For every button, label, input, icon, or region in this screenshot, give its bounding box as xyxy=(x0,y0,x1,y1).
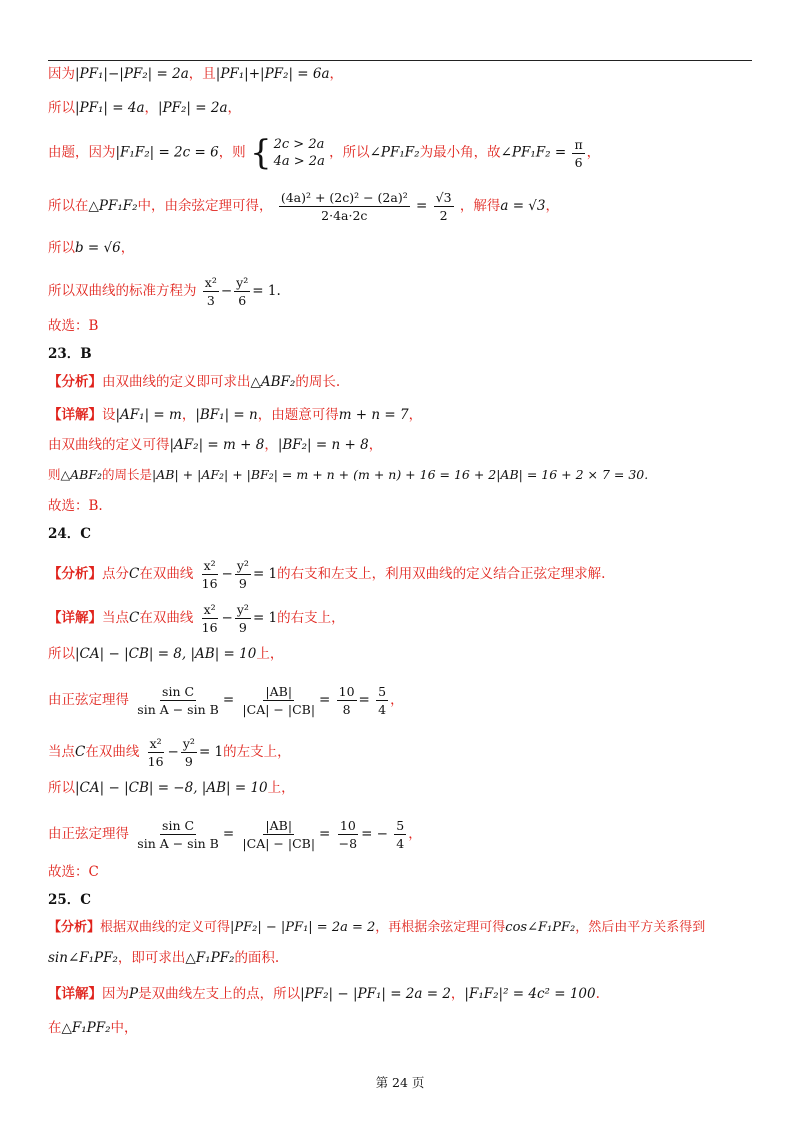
header-rule xyxy=(48,60,752,61)
fraction: $\frac{10}{8}$ xyxy=(338,684,355,717)
text-line: 所以|CA| − |CB| = 8, |AB| = 10上， xyxy=(48,646,284,662)
fraction: $\frac{\text{sin C}}{\text{sin A − sin B}}$ xyxy=(137,684,219,717)
fraction: $\frac{5}{4}$ xyxy=(378,684,387,717)
fraction: $\frac{\text{y²}}{6}$ xyxy=(236,275,249,308)
text-line: 在△F₁PF₂中， xyxy=(48,1020,138,1036)
text-line: 故选：B xyxy=(48,318,99,334)
text-line: 当点C在双曲线 $\frac{\text{x²}}{16}$ − $\frac{\text{y²}}{9}$ = 1的左支上， xyxy=(48,736,291,769)
text-line: 所以在△PF₁F₂中，由余弦定理可得， $\frac{\text{(4a)² + (2c)² − (2a)²}}{2\cdot 4a\cdot 2c}$ = $\frac{√3}{2}$ ，解得a = √3， xyxy=(48,190,559,223)
fraction: $\frac{|AB|}{|CA| - |CB|}$ xyxy=(242,684,316,717)
text-line: 【分析】根据双曲线的定义可得|PF₂| − |PF₁| = 2a = 2，再根据余弦定理可得cos∠F₁PF₂，然后由平方关系得到 xyxy=(48,920,706,935)
fraction: $\frac{\text{x²}}{16}$ xyxy=(147,736,164,769)
fraction: $\frac{5}{4}$ xyxy=(396,818,405,851)
fraction: $\frac{\text{y²}}{9}$ xyxy=(236,558,249,591)
text-line: 由双曲线的定义可得|AF₂| = m + 8，|BF₂| = n + 8， xyxy=(48,437,383,453)
answer-heading: 23．B xyxy=(48,346,92,362)
text-line: 【分析】点分C在双曲线 $\frac{\text{x²}}{16}$ − $\frac{\text{y²}}{9}$ = 1的右支和左支上，利用双曲线的定义结合正弦定理求解. xyxy=(48,558,606,591)
answer-heading: 25．C xyxy=(48,892,92,908)
text-line: 故选：B. xyxy=(48,498,103,514)
text-line: 由正弦定理得 $\frac{\text{sin C}}{\text{sin A − sin B}}$ = $\frac{|AB|}{|CA| - |CB|}$ = $\frac{10}{8}$ = $\frac{5}{4}$ ， xyxy=(48,684,404,717)
text-line: 所以|PF₁| = 4a，|PF₂| = 2a， xyxy=(48,100,241,116)
fraction: $\frac{\text{y²}}{9}$ xyxy=(182,736,195,769)
text-line: 由题，因为|F₁F₂| = 2c = 6，则 { 2c > 2a 4a > 2a ，所以∠PF₁F₂为最小角，故∠PF₁F₂ = $\frac{\pi}{6}$ ， xyxy=(48,133,601,173)
text-line: 所以b = √6， xyxy=(48,240,135,256)
text-line: 由正弦定理得 $\frac{\text{sin C}}{\text{sin A − sin B}}$ = $\frac{|AB|}{|CA| - |CB|}$ = $\frac{10}{-8}$ = − $\frac{5}{4}$ ， xyxy=(48,818,422,851)
fraction: $\frac{\text{sin C}}{\text{sin A − sin B}}$ xyxy=(137,818,219,851)
text-line: 故选：C xyxy=(48,864,99,880)
text-line: 所以双曲线的标准方程为 $\frac{\text{x²}}{3}$ − $\frac{\text{y²}}{6}$ = 1. xyxy=(48,275,281,308)
text-line: 【详解】当点C在双曲线 $\frac{\text{x²}}{16}$ − $\frac{\text{y²}}{9}$ = 1的右支上， xyxy=(48,602,345,635)
fraction: $\frac{\text{y²}}{9}$ xyxy=(236,602,249,635)
fraction: $\frac{\text{x²}}{16}$ xyxy=(201,602,218,635)
text-line: 因为|PF₁|−|PF₂| = 2a，且|PF₁|+|PF₂| = 6a， xyxy=(48,66,344,82)
answer-heading: 24．C xyxy=(48,526,92,542)
fraction: $\frac{10}{-8}$ xyxy=(338,818,358,851)
fraction: $\frac{\text{x²}}{16}$ xyxy=(201,558,218,591)
text-line: 【详解】因为P是双曲线左支上的点，所以|PF₂| − |PF₁| = 2a = 2，|F₁F₂|² = 4c² = 100. xyxy=(48,986,600,1002)
text-line: 所以|CA| − |CB| = −8, |AB| = 10上， xyxy=(48,780,295,796)
system-brace: { 2c > 2a 4a > 2a xyxy=(249,133,325,173)
page-number: 第 24 页 xyxy=(375,1075,425,1090)
fraction: $\frac{\pi}{6}$ xyxy=(574,136,583,170)
fraction: $\frac{\text{(4a)² + (2c)² − (2a)²}}{2\cdot 4a\cdot 2c}$ xyxy=(280,190,408,223)
fraction: $\frac{√3}{2}$ xyxy=(435,190,452,223)
fraction: $\frac{|AB|}{|CA| - |CB|}$ xyxy=(242,818,316,851)
text-line: 【分析】由双曲线的定义即可求出△ABF₂的周长. xyxy=(48,374,341,390)
fraction: $\frac{\text{x²}}{3}$ xyxy=(204,275,217,308)
text-line: 【详解】设|AF₁| = m，|BF₁| = n，由题意可得m + n = 7， xyxy=(48,407,423,423)
text-line: sin∠F₁PF₂，即可求出△F₁PF₂的面积. xyxy=(48,950,280,966)
text-line: 则△ABF₂的周长是|AB| + |AF₂| + |BF₂| = m + n + (m + n) + 16 = 16 + 2|AB| = 16 + 2 × 7 = 30. xyxy=(48,467,649,482)
